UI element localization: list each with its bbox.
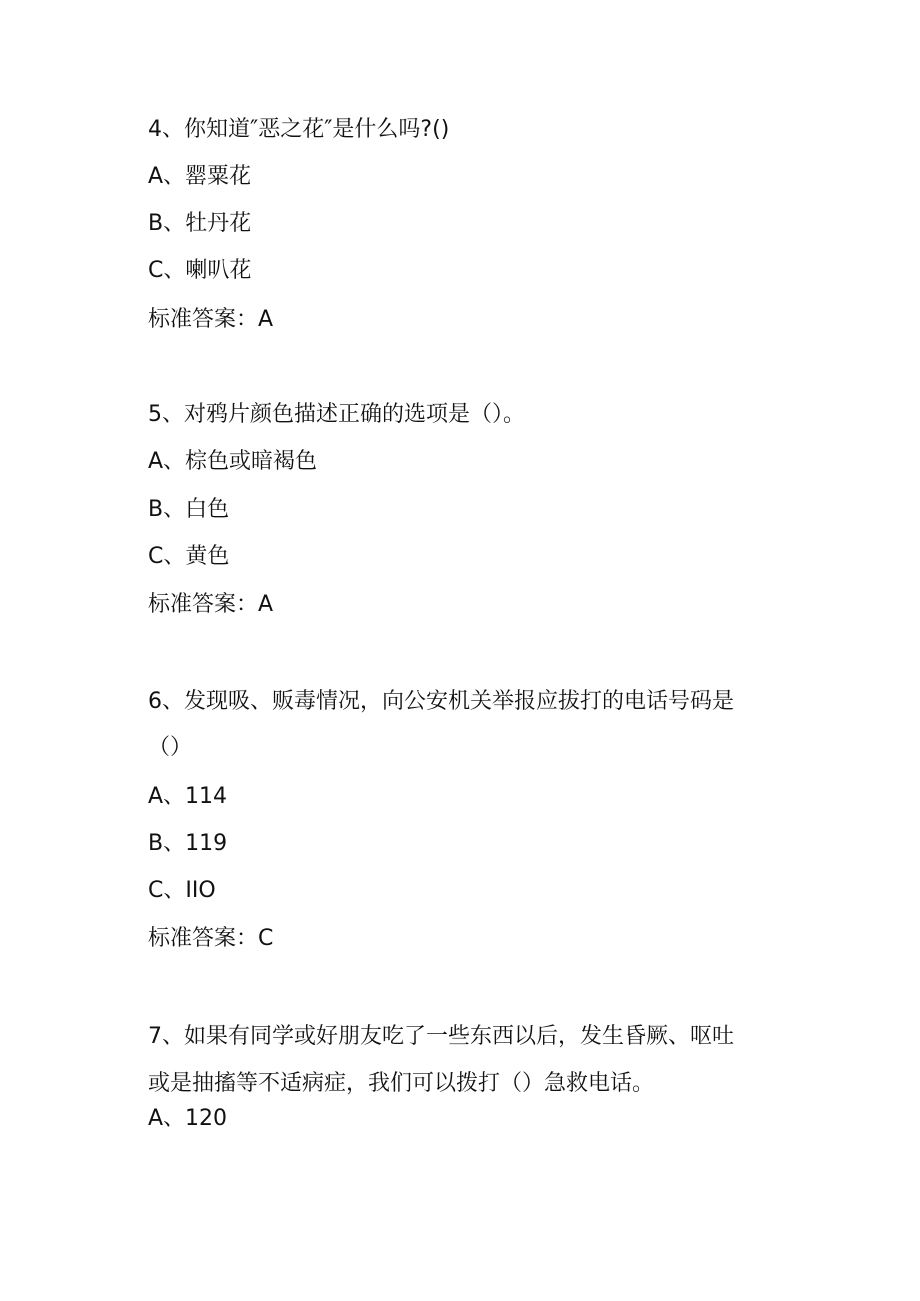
question-6-stem-cont: （） [148,735,193,760]
question-4-answer: 标准答案：A [148,307,274,332]
question-6-answer: 标准答案：C [148,926,274,951]
question-7-stem-cont: 或是抽搐等不适病症，我们可以拨打（）急救电话。 [148,1071,655,1096]
question-4-option-b: B、牡丹花 [148,211,252,236]
question-4-option-c: C、喇叭花 [148,258,252,283]
question-6-option-a: A、114 [148,784,228,809]
question-7-stem: 7、如果有同学或好朋友吃了一些东西以后，发生昏厥、呕吐 [148,1024,734,1049]
question-5-option-a: A、棕色或暗褐色 [148,449,318,474]
question-7-option-a: A、120 [148,1106,228,1131]
question-4-option-a: A、罂粟花 [148,164,252,189]
question-4-stem: 4、你知道″恶之花″是什么吗?() [148,117,450,142]
question-5-option-b: B、白色 [148,497,230,522]
question-6-stem: 6、发现吸、贩毒情况，向公安机关举报应拔打的电话号码是 [148,689,734,714]
question-5-answer: 标准答案：A [148,592,274,617]
question-5-stem: 5、对鸦片颜色描述正确的选项是（）。 [148,402,525,427]
question-5-option-c: C、黄色 [148,544,230,569]
question-6-option-b: B、119 [148,831,228,856]
question-6-option-c: C、IIO [148,878,216,903]
